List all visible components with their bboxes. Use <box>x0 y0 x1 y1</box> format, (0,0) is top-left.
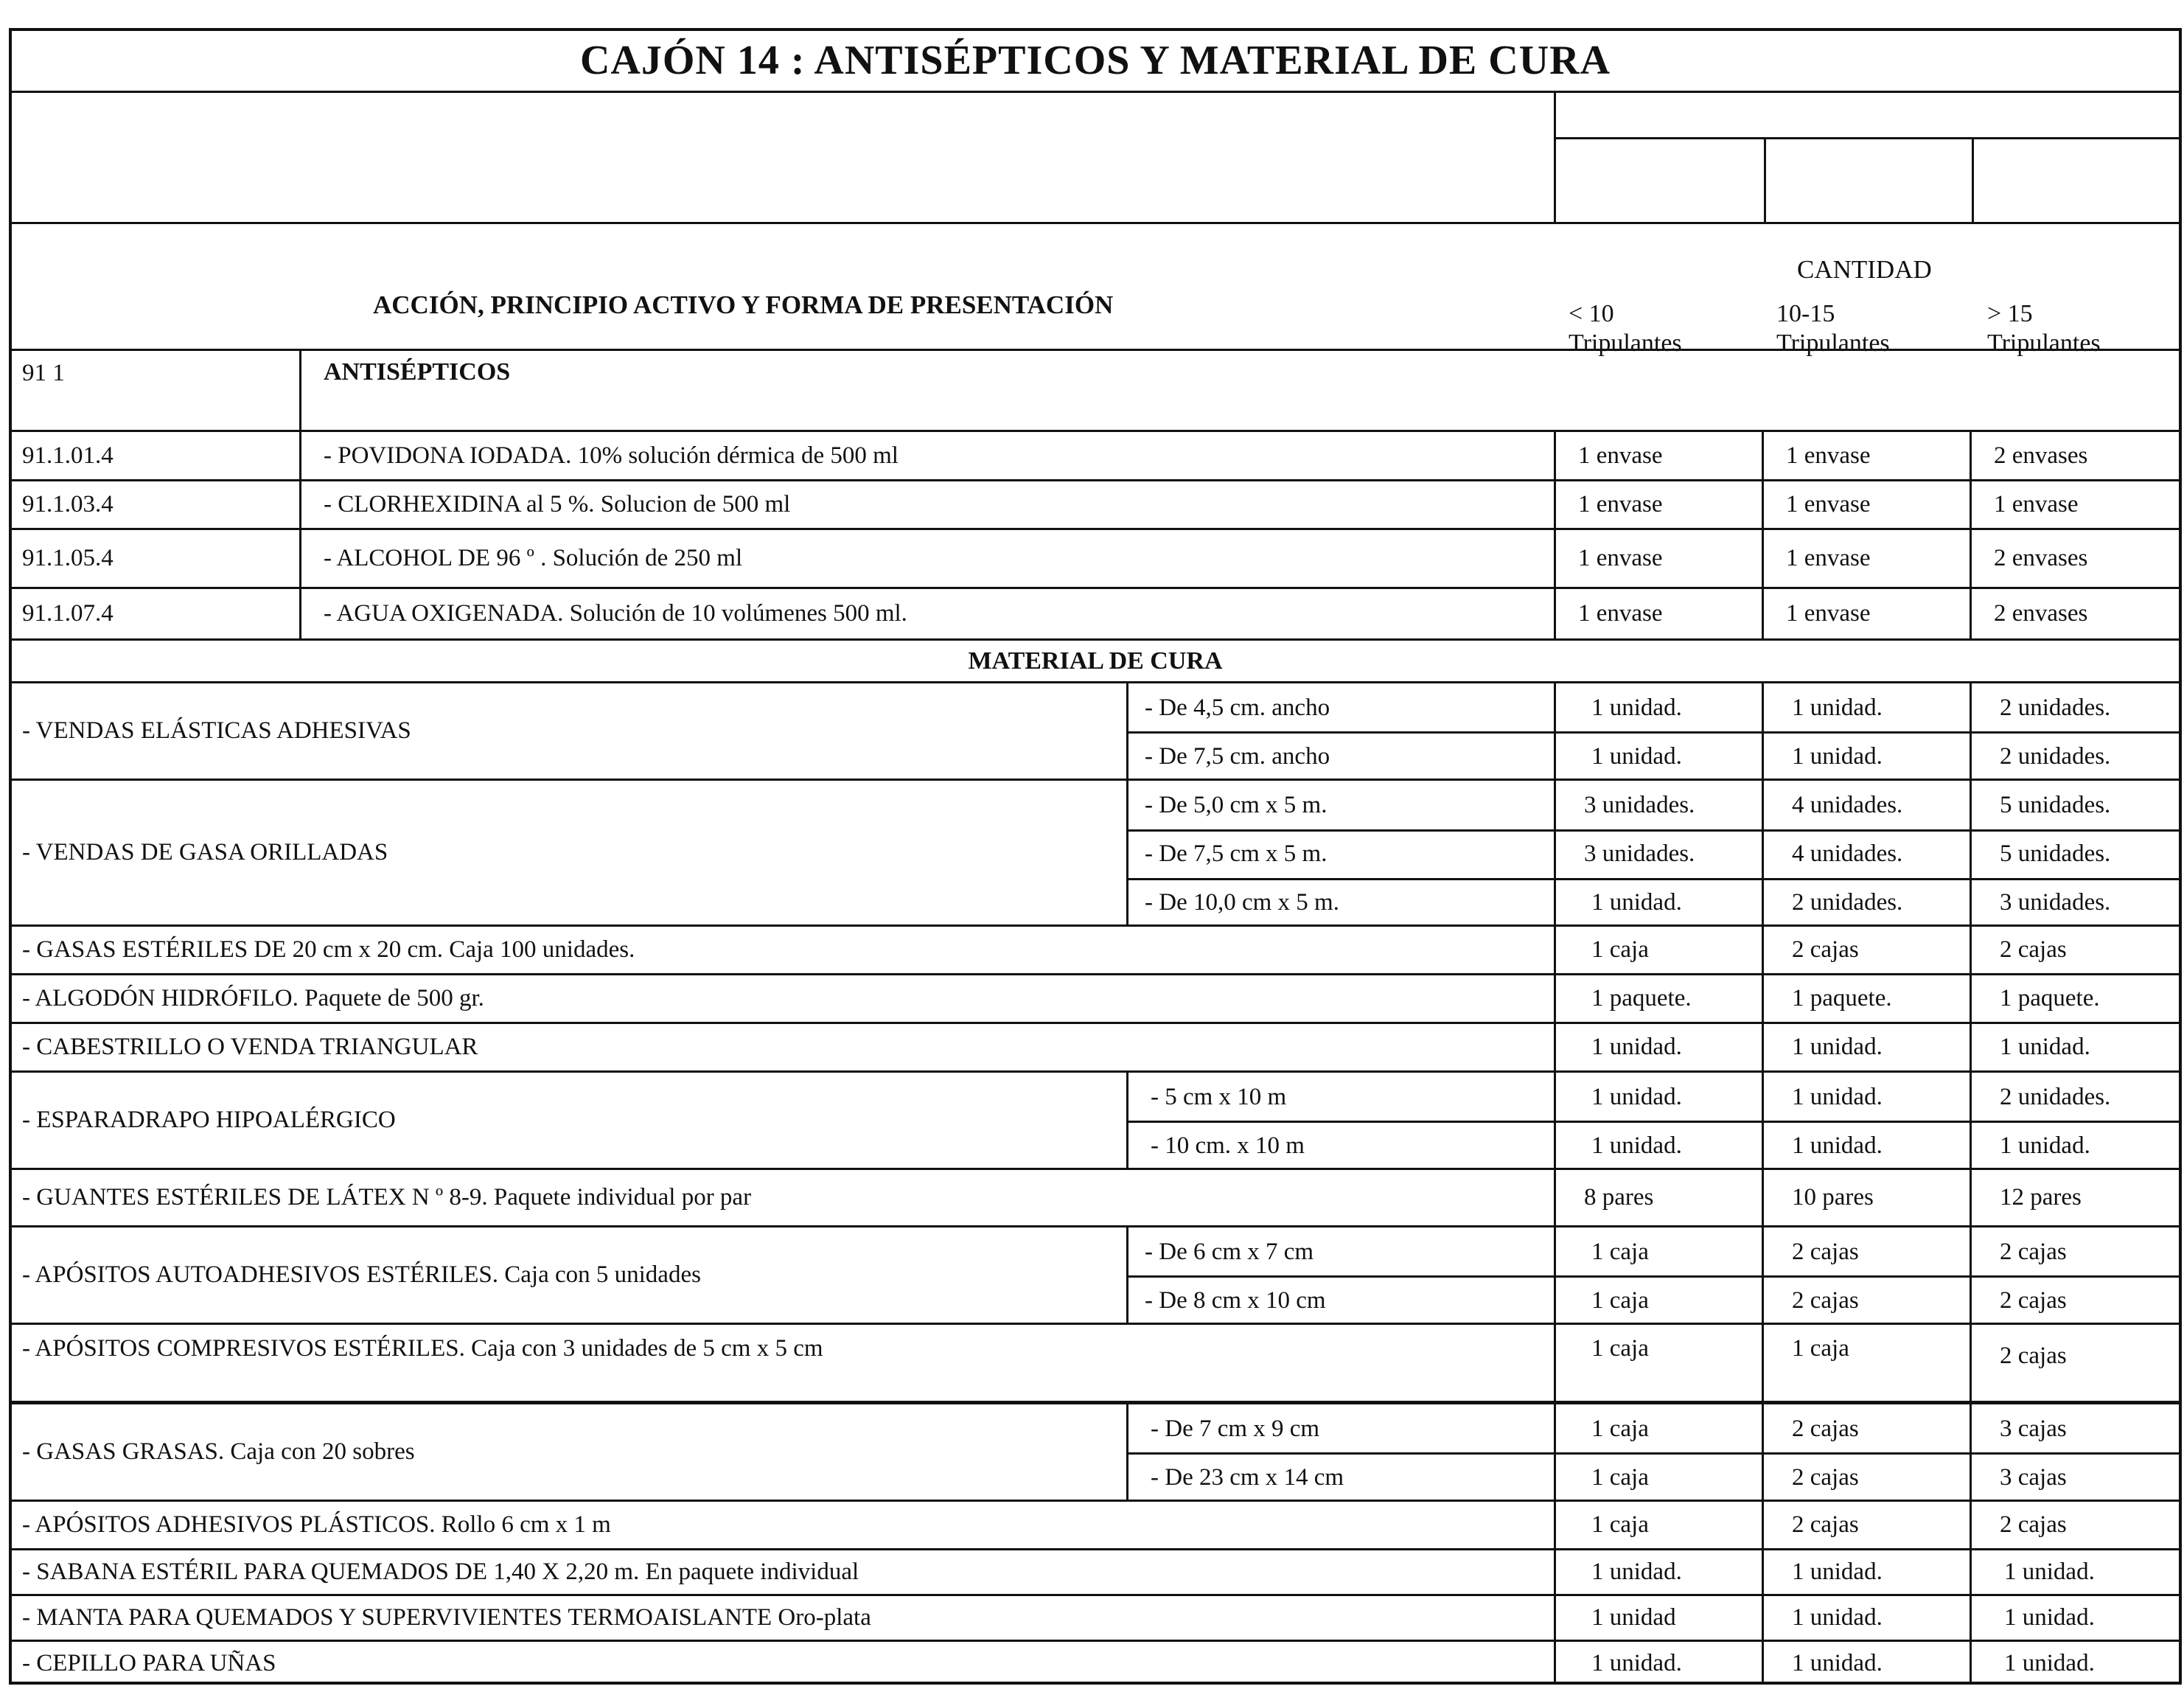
qty-gt15: 1 unidad. <box>1970 1550 2182 1594</box>
item-desc: - APÓSITOS COMPRESIVOS ESTÉRILES. Caja con 3 unidades de 5 cm x 5 cm <box>22 1335 823 1362</box>
item-desc: - GASAS ESTÉRILES DE 20 cm x 20 cm. Caja 100 unidades. <box>22 936 635 964</box>
table-row <box>12 1642 2179 1685</box>
page-title: CAJÓN 14 : ANTISÉPTICOS Y MATERIAL DE CURA <box>579 38 1611 83</box>
qty-lt10: 1 unidad. <box>1554 1550 1762 1594</box>
item-desc: - AGUA OXIGENADA. Solución de 10 volúmenes 500 ml. <box>299 589 1554 638</box>
qty-lt10: 1 envase <box>1554 481 1762 528</box>
qty-10-15: 1 unidad. <box>1762 1121 1970 1170</box>
table-row <box>12 781 2179 927</box>
qty-10-15: 2 cajas <box>1762 927 1970 973</box>
item-desc: - GASAS GRASAS. Caja con 20 sobres <box>22 1438 415 1466</box>
qty-10-15: 1 unidad. <box>1762 1596 1970 1640</box>
qty-10-15: 2 cajas <box>1762 1453 1970 1502</box>
qty-gt15: 1 envase <box>1970 481 2182 528</box>
qty-10-15: 2 cajas <box>1762 1404 1970 1453</box>
antisepticos-label: ANTISÉPTICOS <box>299 351 2182 430</box>
table-row <box>12 1325 2179 1404</box>
title-row <box>12 31 2179 93</box>
table-row <box>12 1227 2179 1325</box>
table-row <box>12 1550 2179 1596</box>
qty-gt15: 5 unidades. <box>1970 781 2182 829</box>
qty-gt15: 3 unidades. <box>1970 878 2182 927</box>
qty-gt15: 2 cajas <box>1970 1325 2182 1401</box>
qty-lt10: 1 envase <box>1554 530 1762 587</box>
qty-lt10: 1 unidad. <box>1554 1642 1762 1685</box>
qty-lt10: 1 unidad. <box>1554 1121 1762 1170</box>
antisepticos-section-row <box>12 351 2179 432</box>
sub-desc: - De 5,0 cm x 5 m. <box>1126 781 1554 829</box>
table-row <box>12 1170 2179 1227</box>
item-code: 91.1.05.4 <box>22 545 114 572</box>
table-row <box>12 975 2179 1024</box>
qty-col-gt15 <box>1987 299 2101 358</box>
qty-10-15: 2 cajas <box>1762 1502 1970 1548</box>
table-row <box>12 432 2179 481</box>
qty-col-lt10-range: < 10 <box>1569 300 1614 327</box>
qty-10-15: 2 unidades. <box>1762 878 1970 927</box>
accion-header: ACCIÓN, PRINCIPIO ACTIVO Y FORMA DE PRESENTACIÓN <box>373 290 1114 319</box>
item-desc: - GUANTES ESTÉRILES DE LÁTEX N º 8-9. Paquete individual por par <box>22 1184 752 1211</box>
qty-lt10: 1 unidad. <box>1554 1024 1762 1070</box>
table-row <box>12 589 2179 641</box>
qty-10-15: 4 unidades. <box>1762 781 1970 829</box>
table-row <box>12 1404 2179 1502</box>
item-desc: - CEPILLO PARA UÑAS <box>22 1649 276 1676</box>
qty-gt15: 2 cajas <box>1970 1276 2182 1325</box>
sub-desc: - De 7 cm x 9 cm <box>1126 1404 1554 1453</box>
item-code: 91.1.01.4 <box>22 442 114 469</box>
qty-gt15: 2 unidades. <box>1970 1073 2182 1121</box>
item-desc: - VENDAS ELÁSTICAS ADHESIVAS <box>22 717 411 745</box>
qty-10-15: 2 cajas <box>1762 1227 1970 1276</box>
qty-10-15: 1 envase <box>1762 589 1970 638</box>
item-desc: - APÓSITOS ADHESIVOS PLÁSTICOS. Rollo 6 cm x 1 m <box>22 1511 611 1539</box>
material-label: MATERIAL DE CURA <box>968 647 1223 675</box>
antisepticos-code: 91 1 <box>22 360 65 386</box>
qty-lt10: 3 unidades. <box>1554 781 1762 829</box>
qty-lt10: 1 envase <box>1554 589 1762 638</box>
qty-lt10: 1 paquete. <box>1554 975 1762 1022</box>
qty-lt10: 1 caja <box>1554 1276 1762 1325</box>
qty-col-10-15 <box>1776 299 1890 358</box>
column-header-row <box>12 224 2179 358</box>
qty-lt10: 1 caja <box>1554 1404 1762 1453</box>
qty-10-15: 1 unidad. <box>1762 1024 1970 1070</box>
table-row <box>12 1073 2179 1170</box>
sub-desc: - De 6 cm x 7 cm <box>1126 1227 1554 1276</box>
qty-lt10: 8 pares <box>1554 1170 1762 1225</box>
sub-desc: - 10 cm. x 10 m <box>1126 1121 1554 1170</box>
qty-lt10: 1 envase <box>1554 432 1762 479</box>
qty-gt15: 2 unidades. <box>1970 732 2182 781</box>
sub-desc: - De 7,5 cm. ancho <box>1126 732 1554 781</box>
qty-lt10: 1 unidad. <box>1554 683 1762 732</box>
blank-header-block <box>12 93 2179 224</box>
qty-lt10: 1 caja <box>1554 1325 1762 1401</box>
qty-gt15: 1 paquete. <box>1970 975 2182 1022</box>
qty-gt15: 2 unidades. <box>1970 683 2182 732</box>
table-row <box>12 1024 2179 1073</box>
item-code: 91.1.07.4 <box>22 600 114 627</box>
table-row <box>12 530 2179 589</box>
qty-lt10: 1 caja <box>1554 927 1762 973</box>
item-desc: - ALCOHOL DE 96 º . Solución de 250 ml <box>299 530 1554 587</box>
qty-10-15: 1 envase <box>1762 481 1970 528</box>
sub-desc: - 5 cm x 10 m <box>1126 1073 1554 1121</box>
qty-col-gt15-unit: Tripulantes <box>1987 330 2101 358</box>
qty-10-15: 4 unidades. <box>1762 829 1970 878</box>
qty-gt15: 1 unidad. <box>1970 1596 2182 1640</box>
qty-col-gt15-range: > 15 <box>1987 300 2033 327</box>
qty-lt10: 1 caja <box>1554 1502 1762 1548</box>
qty-lt10: 1 caja <box>1554 1227 1762 1276</box>
table-row <box>12 1502 2179 1550</box>
sub-desc: - De 10,0 cm x 5 m. <box>1126 878 1554 927</box>
qty-10-15: 1 unidad. <box>1762 1550 1970 1594</box>
table-row <box>12 481 2179 530</box>
qty-10-15: 1 envase <box>1762 530 1970 587</box>
qty-lt10: 1 caja <box>1554 1453 1762 1502</box>
item-desc: - MANTA PARA QUEMADOS Y SUPERVIVIENTES TERMOAISLANTE Oro-plata <box>22 1604 871 1631</box>
qty-10-15: 1 envase <box>1762 432 1970 479</box>
table-row <box>12 1596 2179 1642</box>
table-row <box>12 927 2179 975</box>
item-desc: - APÓSITOS AUTOADHESIVOS ESTÉRILES. Caja con 5 unidades <box>22 1261 701 1289</box>
qty-10-15: 1 unidad. <box>1762 732 1970 781</box>
qty-gt15: 3 cajas <box>1970 1404 2182 1453</box>
qty-lt10: 1 unidad. <box>1554 1073 1762 1121</box>
qty-10-15: 1 unidad. <box>1762 1073 1970 1121</box>
item-desc: - SABANA ESTÉRIL PARA QUEMADOS DE 1,40 X 2,20 m. En paquete individual <box>22 1559 859 1586</box>
qty-gt15: 1 unidad. <box>1970 1024 2182 1070</box>
sub-desc: - De 8 cm x 10 cm <box>1126 1276 1554 1325</box>
table-row <box>12 683 2179 781</box>
item-desc: - ALGODÓN HIDRÓFILO. Paquete de 500 gr. <box>22 985 484 1012</box>
qty-10-15: 1 paquete. <box>1762 975 1970 1022</box>
qty-10-15: 1 unidad. <box>1762 683 1970 732</box>
qty-col-10-15-unit: Tripulantes <box>1776 330 1890 358</box>
qty-gt15: 1 unidad. <box>1970 1642 2182 1685</box>
qty-gt15: 2 envases <box>1970 589 2182 638</box>
qty-gt15: 2 envases <box>1970 530 2182 587</box>
drawer-table <box>9 28 2182 1685</box>
qty-lt10: 1 unidad. <box>1554 732 1762 781</box>
qty-lt10: 1 unidad <box>1554 1596 1762 1640</box>
qty-10-15: 10 pares <box>1762 1170 1970 1225</box>
item-desc: - POVIDONA IODADA. 10% solución dérmica de 500 ml <box>299 432 1554 479</box>
qty-gt15: 5 unidades. <box>1970 829 2182 878</box>
item-desc: - CLORHEXIDINA al 5 %. Solucion de 500 ml <box>299 481 1554 528</box>
item-desc: - CABESTRILLO O VENDA TRIANGULAR <box>22 1034 478 1061</box>
qty-col-lt10 <box>1569 299 1682 358</box>
qty-col-lt10-unit: Tripulantes <box>1569 330 1682 358</box>
sub-desc: - De 4,5 cm. ancho <box>1126 683 1554 732</box>
qty-gt15: 12 pares <box>1970 1170 2182 1225</box>
qty-gt15: 3 cajas <box>1970 1453 2182 1502</box>
qty-gt15: 2 cajas <box>1970 927 2182 973</box>
material-section-row <box>12 641 2179 683</box>
item-desc: - VENDAS DE GASA ORILLADAS <box>22 839 388 866</box>
item-desc: - ESPARADRAPO HIPOALÉRGICO <box>22 1107 396 1134</box>
cantidad-header: CANTIDAD <box>1797 255 1932 284</box>
sub-desc: - De 23 cm x 14 cm <box>1126 1453 1554 1502</box>
qty-gt15: 2 cajas <box>1970 1227 2182 1276</box>
qty-10-15: 2 cajas <box>1762 1276 1970 1325</box>
item-code: 91.1.03.4 <box>22 491 114 518</box>
sub-desc: - De 7,5 cm x 5 m. <box>1126 829 1554 878</box>
qty-gt15: 1 unidad. <box>1970 1121 2182 1170</box>
blank-qty-block <box>1554 93 2182 222</box>
qty-lt10: 3 unidades. <box>1554 829 1762 878</box>
qty-col-10-15-range: 10-15 <box>1776 300 1835 327</box>
qty-10-15: 1 caja <box>1762 1325 1970 1401</box>
qty-10-15: 1 unidad. <box>1762 1642 1970 1685</box>
qty-lt10: 1 unidad. <box>1554 878 1762 927</box>
qty-gt15: 2 envases <box>1970 432 2182 479</box>
qty-gt15: 2 cajas <box>1970 1502 2182 1548</box>
